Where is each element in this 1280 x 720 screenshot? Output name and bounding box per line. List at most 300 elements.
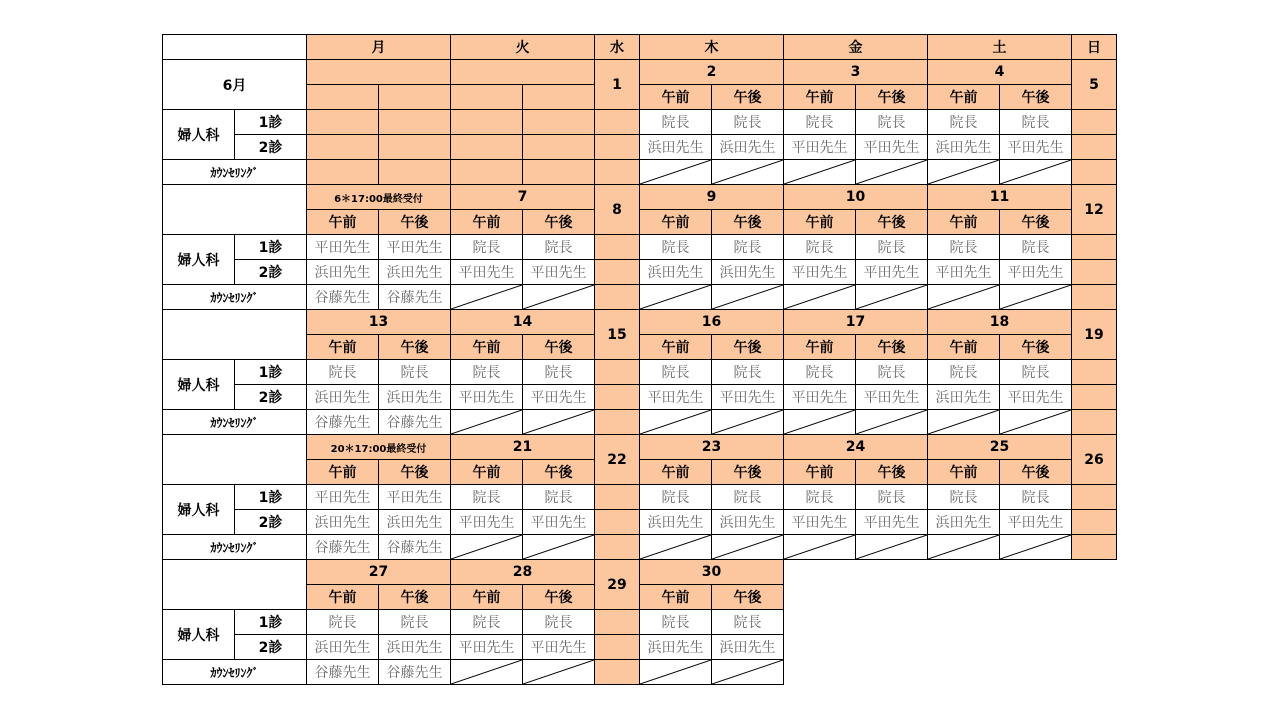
period-am-label: 午前 <box>639 459 712 485</box>
date-number: 29 <box>594 559 640 610</box>
row-label-first: 1診 <box>234 609 307 635</box>
closed-cell <box>594 634 640 660</box>
doctor-cell: 院長 <box>927 234 1000 260</box>
diagonal-slash-icon <box>451 285 522 309</box>
no-counseling-cell <box>783 409 856 435</box>
diagonal-slash-icon <box>523 660 594 684</box>
doctor-cell: 院長 <box>783 359 856 385</box>
closed-cell <box>594 509 640 535</box>
weekday-header: 火 <box>450 34 595 60</box>
no-counseling-cell <box>999 534 1072 560</box>
department-label: 婦人科 <box>162 609 235 660</box>
closed-cell <box>594 384 640 410</box>
date-number: 23 <box>639 434 784 460</box>
closed-cell <box>1071 484 1117 510</box>
diagonal-slash-icon <box>712 285 783 309</box>
closed-cell <box>594 159 640 185</box>
diagonal-slash-icon <box>712 660 783 684</box>
closed-cell <box>594 609 640 635</box>
period-am-label: 午前 <box>927 84 1000 110</box>
weekday-header: 木 <box>639 34 784 60</box>
date-number: 6＊17:00最終受付 <box>306 184 451 210</box>
doctor-cell: 谷藤先生 <box>378 534 451 560</box>
no-counseling-cell <box>927 534 1000 560</box>
no-counseling-cell <box>711 409 784 435</box>
period-am-label: 午前 <box>306 209 379 235</box>
doctor-cell: 平田先生 <box>522 259 595 285</box>
no-counseling-cell <box>927 284 1000 310</box>
no-counseling-cell <box>783 284 856 310</box>
no-counseling-cell <box>855 284 928 310</box>
doctor-cell: 院長 <box>306 359 379 385</box>
date-number: 25 <box>927 434 1072 460</box>
doctor-cell: 院長 <box>450 234 523 260</box>
date-number: 19 <box>1071 309 1117 360</box>
period-pm-label: 午後 <box>522 584 595 610</box>
row-label-counseling: ｶｳﾝｾﾘﾝｸﾞ <box>162 659 307 685</box>
doctor-cell: 平田先生 <box>711 384 784 410</box>
diagonal-slash-icon <box>640 160 711 184</box>
period-pm-label: 午後 <box>522 209 595 235</box>
diagonal-slash-icon <box>784 160 855 184</box>
row-label-first: 1診 <box>234 484 307 510</box>
doctor-cell: 浜田先生 <box>306 509 379 535</box>
period-am-label: 午前 <box>927 459 1000 485</box>
diagonal-slash-icon <box>451 660 522 684</box>
closed-cell <box>594 134 640 160</box>
unavailable-cell <box>450 159 523 185</box>
period-pm-label: 午後 <box>999 209 1072 235</box>
weekday-header: 水 <box>594 34 640 60</box>
closed-cell <box>594 659 640 685</box>
doctor-cell: 平田先生 <box>783 259 856 285</box>
no-counseling-cell <box>522 409 595 435</box>
doctor-cell: 平田先生 <box>783 134 856 160</box>
diagonal-slash-icon <box>856 535 927 559</box>
date-number: 5 <box>1071 59 1117 110</box>
week-label-blank <box>162 559 307 610</box>
period-am-label: 午前 <box>783 84 856 110</box>
period-pm-label: 午後 <box>711 209 784 235</box>
no-counseling-cell <box>711 659 784 685</box>
date-number: 18 <box>927 309 1072 335</box>
diagonal-slash-icon <box>856 160 927 184</box>
doctor-cell: 浜田先生 <box>306 634 379 660</box>
no-counseling-cell <box>639 659 712 685</box>
row-label-second: 2診 <box>234 384 307 410</box>
closed-cell <box>1071 409 1117 435</box>
week-label-blank <box>162 309 307 360</box>
doctor-cell: 谷藤先生 <box>306 284 379 310</box>
no-counseling-cell <box>783 534 856 560</box>
doctor-cell: 平田先生 <box>522 384 595 410</box>
unavailable-cell <box>450 109 523 135</box>
doctor-cell: 院長 <box>999 484 1072 510</box>
month-label: 6月 <box>162 59 307 110</box>
row-label-second: 2診 <box>234 259 307 285</box>
closed-cell <box>594 259 640 285</box>
closed-cell <box>1071 534 1117 560</box>
doctor-cell: 浜田先生 <box>639 259 712 285</box>
no-counseling-cell <box>855 159 928 185</box>
no-counseling-cell <box>522 284 595 310</box>
closed-cell <box>1071 384 1117 410</box>
doctor-cell: 浜田先生 <box>378 259 451 285</box>
no-counseling-cell <box>450 659 523 685</box>
period-pm-label: 午後 <box>855 459 928 485</box>
date-number: 12 <box>1071 184 1117 235</box>
closed-cell <box>1071 134 1117 160</box>
date-number: 30 <box>639 559 784 585</box>
no-counseling-cell <box>999 159 1072 185</box>
doctor-cell: 院長 <box>927 359 1000 385</box>
diagonal-slash-icon <box>712 535 783 559</box>
no-counseling-cell <box>522 534 595 560</box>
diagonal-slash-icon <box>640 285 711 309</box>
doctor-cell: 院長 <box>927 484 1000 510</box>
closed-cell <box>594 109 640 135</box>
doctor-cell: 浜田先生 <box>306 259 379 285</box>
row-label-counseling: ｶｳﾝｾﾘﾝｸﾞ <box>162 159 307 185</box>
period-pm-label: 午後 <box>711 334 784 360</box>
doctor-cell: 平田先生 <box>999 384 1072 410</box>
no-counseling-cell <box>855 409 928 435</box>
unavailable-cell <box>306 134 379 160</box>
closed-cell <box>1071 234 1117 260</box>
doctor-cell: 谷藤先生 <box>378 284 451 310</box>
row-label-first: 1診 <box>234 359 307 385</box>
date-number: 26 <box>1071 434 1117 485</box>
diagonal-slash-icon <box>928 410 999 434</box>
doctor-cell: 谷藤先生 <box>378 659 451 685</box>
row-label-second: 2診 <box>234 134 307 160</box>
date-number: 15 <box>594 309 640 360</box>
unavailable-cell <box>522 134 595 160</box>
doctor-cell: 平田先生 <box>450 384 523 410</box>
closed-cell <box>1071 359 1117 385</box>
doctor-cell: 平田先生 <box>999 259 1072 285</box>
weekday-header: 月 <box>306 34 451 60</box>
diagonal-slash-icon <box>712 160 783 184</box>
unavailable-cell <box>306 109 379 135</box>
period-am-label: 午前 <box>783 459 856 485</box>
date-number: 1 <box>594 59 640 110</box>
no-counseling-cell <box>639 534 712 560</box>
period-blank <box>522 84 595 110</box>
doctor-cell: 院長 <box>522 484 595 510</box>
doctor-cell: 浜田先生 <box>639 509 712 535</box>
doctor-cell: 院長 <box>783 234 856 260</box>
diagonal-slash-icon <box>784 535 855 559</box>
no-counseling-cell <box>450 534 523 560</box>
date-number: 10 <box>783 184 928 210</box>
doctor-cell: 院長 <box>639 359 712 385</box>
date-number: 8 <box>594 184 640 235</box>
period-pm-label: 午後 <box>378 584 451 610</box>
department-label: 婦人科 <box>162 484 235 535</box>
period-pm-label: 午後 <box>378 209 451 235</box>
doctor-cell: 浜田先生 <box>378 509 451 535</box>
no-counseling-cell <box>711 284 784 310</box>
doctor-cell: 院長 <box>450 609 523 635</box>
period-pm-label: 午後 <box>999 84 1072 110</box>
period-pm-label: 午後 <box>999 459 1072 485</box>
doctor-cell: 浜田先生 <box>378 384 451 410</box>
period-pm-label: 午後 <box>711 459 784 485</box>
doctor-cell: 院長 <box>522 359 595 385</box>
doctor-cell: 院長 <box>711 109 784 135</box>
doctor-cell: 浜田先生 <box>927 134 1000 160</box>
date-number: 11 <box>927 184 1072 210</box>
doctor-cell: 浜田先生 <box>378 634 451 660</box>
doctor-cell: 院長 <box>639 484 712 510</box>
department-label: 婦人科 <box>162 109 235 160</box>
doctor-cell: 谷藤先生 <box>306 534 379 560</box>
period-blank <box>306 84 379 110</box>
doctor-cell: 院長 <box>711 484 784 510</box>
date-number: 28 <box>450 559 595 585</box>
doctor-cell: 院長 <box>999 234 1072 260</box>
no-counseling-cell <box>855 534 928 560</box>
doctor-cell: 院長 <box>639 609 712 635</box>
unavailable-cell <box>378 134 451 160</box>
date-number: 21 <box>450 434 595 460</box>
period-pm-label: 午後 <box>378 459 451 485</box>
unavailable-cell <box>306 159 379 185</box>
no-counseling-cell <box>927 159 1000 185</box>
row-label-counseling: ｶｳﾝｾﾘﾝｸﾞ <box>162 409 307 435</box>
doctor-cell: 浜田先生 <box>639 134 712 160</box>
closed-cell <box>594 534 640 560</box>
doctor-cell: 院長 <box>711 234 784 260</box>
doctor-cell: 平田先生 <box>639 384 712 410</box>
diagonal-slash-icon <box>928 535 999 559</box>
diagonal-slash-icon <box>523 410 594 434</box>
diagonal-slash-icon <box>640 535 711 559</box>
doctor-cell: 平田先生 <box>306 484 379 510</box>
diagonal-slash-icon <box>856 285 927 309</box>
doctor-cell: 平田先生 <box>450 259 523 285</box>
period-am-label: 午前 <box>639 334 712 360</box>
doctor-cell: 平田先生 <box>783 509 856 535</box>
period-pm-label: 午後 <box>855 209 928 235</box>
corner-cell <box>162 34 307 60</box>
doctor-cell: 院長 <box>378 359 451 385</box>
doctor-cell: 平田先生 <box>522 634 595 660</box>
row-label-first: 1診 <box>234 234 307 260</box>
period-pm-label: 午後 <box>378 334 451 360</box>
closed-cell <box>594 484 640 510</box>
doctor-cell: 平田先生 <box>855 259 928 285</box>
date-number: 2 <box>639 59 784 85</box>
no-counseling-cell <box>711 159 784 185</box>
closed-cell <box>1071 159 1117 185</box>
diagonal-slash-icon <box>1000 160 1071 184</box>
closed-cell <box>1071 259 1117 285</box>
doctor-cell: 院長 <box>855 109 928 135</box>
date-number: 24 <box>783 434 928 460</box>
closed-cell <box>594 284 640 310</box>
weekday-header: 日 <box>1071 34 1117 60</box>
unavailable-cell <box>378 159 451 185</box>
doctor-cell: 平田先生 <box>306 234 379 260</box>
week-label-blank <box>162 434 307 485</box>
doctor-cell: 浜田先生 <box>306 384 379 410</box>
diagonal-slash-icon <box>928 160 999 184</box>
doctor-cell: 院長 <box>855 359 928 385</box>
doctor-cell: 院長 <box>522 234 595 260</box>
weekday-header: 土 <box>927 34 1072 60</box>
no-counseling-cell <box>783 159 856 185</box>
unavailable-cell <box>378 109 451 135</box>
period-blank <box>378 84 451 110</box>
diagonal-slash-icon <box>928 285 999 309</box>
doctor-cell: 浜田先生 <box>927 384 1000 410</box>
date-number: 20＊17:00最終受付 <box>306 434 451 460</box>
no-counseling-cell <box>927 409 1000 435</box>
diagonal-slash-icon <box>1000 535 1071 559</box>
weekday-header: 金 <box>783 34 928 60</box>
date-number <box>450 59 595 85</box>
no-counseling-cell <box>522 659 595 685</box>
doctor-cell: 院長 <box>783 109 856 135</box>
closed-cell <box>1071 284 1117 310</box>
period-am-label: 午前 <box>450 584 523 610</box>
doctor-cell: 院長 <box>306 609 379 635</box>
diagonal-slash-icon <box>712 410 783 434</box>
diagonal-slash-icon <box>784 410 855 434</box>
date-number <box>306 59 451 85</box>
period-am-label: 午前 <box>306 334 379 360</box>
doctor-cell: 浜田先生 <box>711 634 784 660</box>
period-am-label: 午前 <box>927 334 1000 360</box>
period-am-label: 午前 <box>639 584 712 610</box>
date-number: 16 <box>639 309 784 335</box>
no-counseling-cell <box>639 159 712 185</box>
no-counseling-cell <box>450 284 523 310</box>
no-counseling-cell <box>999 409 1072 435</box>
doctor-cell: 平田先生 <box>450 509 523 535</box>
diagonal-slash-icon <box>640 410 711 434</box>
closed-cell <box>1071 109 1117 135</box>
unavailable-cell <box>522 159 595 185</box>
doctor-cell: 院長 <box>639 234 712 260</box>
doctor-cell: 平田先生 <box>855 384 928 410</box>
doctor-cell: 院長 <box>855 234 928 260</box>
period-pm-label: 午後 <box>711 584 784 610</box>
closed-cell <box>594 359 640 385</box>
diagonal-slash-icon <box>523 285 594 309</box>
doctor-cell: 平田先生 <box>378 234 451 260</box>
period-am-label: 午前 <box>306 459 379 485</box>
row-label-second: 2診 <box>234 634 307 660</box>
doctor-cell: 平田先生 <box>855 509 928 535</box>
period-pm-label: 午後 <box>711 84 784 110</box>
date-number: 3 <box>783 59 928 85</box>
doctor-cell: 平田先生 <box>450 634 523 660</box>
period-am-label: 午前 <box>783 209 856 235</box>
period-am-label: 午前 <box>783 334 856 360</box>
diagonal-slash-icon <box>640 660 711 684</box>
date-number: 9 <box>639 184 784 210</box>
period-am-label: 午前 <box>927 209 1000 235</box>
date-number: 27 <box>306 559 451 585</box>
doctor-cell: 院長 <box>783 484 856 510</box>
doctor-cell: 谷藤先生 <box>378 409 451 435</box>
doctor-cell: 院長 <box>639 109 712 135</box>
doctor-cell: 院長 <box>711 359 784 385</box>
no-counseling-cell <box>999 284 1072 310</box>
period-am-label: 午前 <box>450 209 523 235</box>
period-pm-label: 午後 <box>999 334 1072 360</box>
department-label: 婦人科 <box>162 234 235 285</box>
date-number: 13 <box>306 309 451 335</box>
no-counseling-cell <box>711 534 784 560</box>
doctor-cell: 院長 <box>450 484 523 510</box>
doctor-cell: 院長 <box>855 484 928 510</box>
doctor-cell: 院長 <box>927 109 1000 135</box>
doctor-cell: 平田先生 <box>999 134 1072 160</box>
period-pm-label: 午後 <box>855 84 928 110</box>
doctor-cell: 院長 <box>711 609 784 635</box>
diagonal-slash-icon <box>451 410 522 434</box>
no-counseling-cell <box>639 284 712 310</box>
doctor-cell: 平田先生 <box>927 259 1000 285</box>
doctor-cell: 院長 <box>450 359 523 385</box>
department-label: 婦人科 <box>162 359 235 410</box>
doctor-cell: 平田先生 <box>999 509 1072 535</box>
doctor-cell: 平田先生 <box>783 384 856 410</box>
period-pm-label: 午後 <box>522 334 595 360</box>
no-counseling-cell <box>450 409 523 435</box>
diagonal-slash-icon <box>856 410 927 434</box>
unavailable-cell <box>450 134 523 160</box>
period-am-label: 午前 <box>450 459 523 485</box>
doctor-cell: 浜田先生 <box>711 134 784 160</box>
diagonal-slash-icon <box>451 535 522 559</box>
doctor-cell: 院長 <box>999 109 1072 135</box>
period-am-label: 午前 <box>306 584 379 610</box>
period-am-label: 午前 <box>639 84 712 110</box>
diagonal-slash-icon <box>523 535 594 559</box>
doctor-cell: 平田先生 <box>855 134 928 160</box>
row-label-counseling: ｶｳﾝｾﾘﾝｸﾞ <box>162 534 307 560</box>
period-pm-label: 午後 <box>522 459 595 485</box>
doctor-cell: 平田先生 <box>522 509 595 535</box>
row-label-first: 1診 <box>234 109 307 135</box>
closed-cell <box>594 409 640 435</box>
diagonal-slash-icon <box>1000 285 1071 309</box>
doctor-cell: 浜田先生 <box>639 634 712 660</box>
doctor-cell: 谷藤先生 <box>306 659 379 685</box>
doctor-cell: 谷藤先生 <box>306 409 379 435</box>
doctor-cell: 浜田先生 <box>927 509 1000 535</box>
closed-cell <box>1071 509 1117 535</box>
diagonal-slash-icon <box>784 285 855 309</box>
doctor-cell: 院長 <box>522 609 595 635</box>
unavailable-cell <box>522 109 595 135</box>
date-number: 14 <box>450 309 595 335</box>
date-number: 17 <box>783 309 928 335</box>
week-label-blank <box>162 184 307 235</box>
period-blank <box>450 84 523 110</box>
diagonal-slash-icon <box>1000 410 1071 434</box>
closed-cell <box>594 234 640 260</box>
doctor-cell: 院長 <box>999 359 1072 385</box>
period-am-label: 午前 <box>639 209 712 235</box>
doctor-cell: 浜田先生 <box>711 259 784 285</box>
date-number: 22 <box>594 434 640 485</box>
